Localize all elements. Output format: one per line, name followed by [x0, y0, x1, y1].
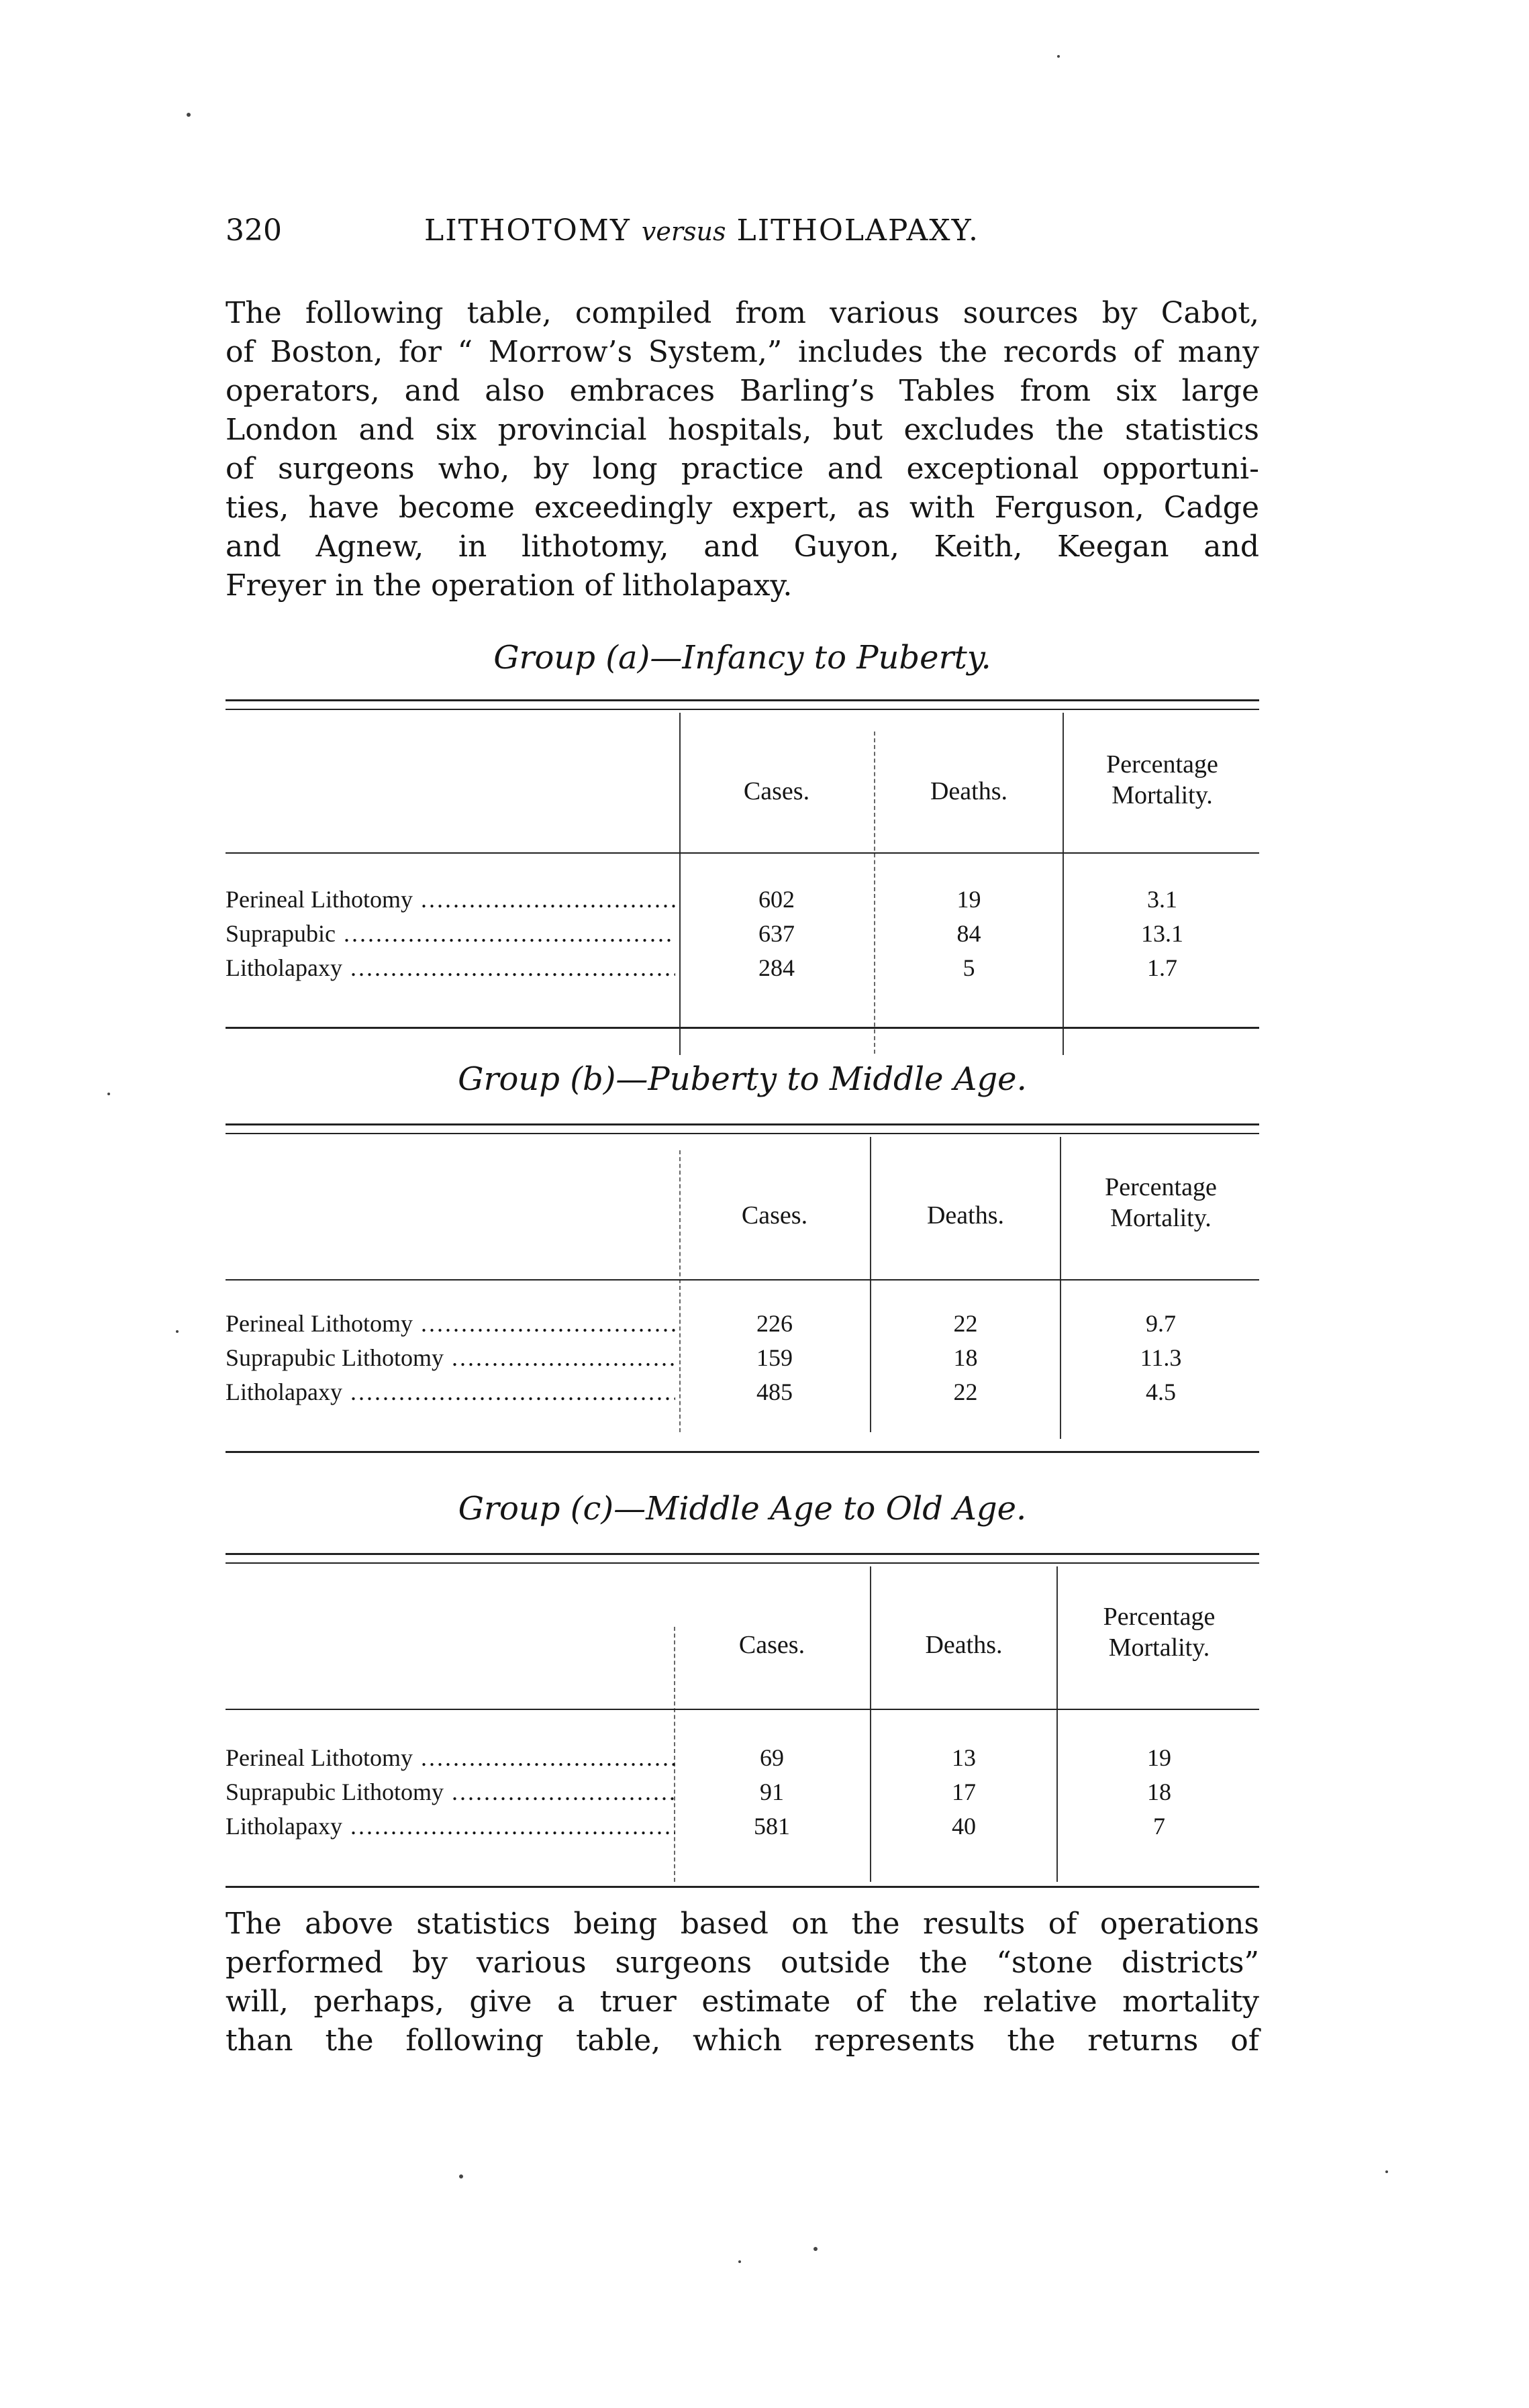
paragraph-line: London and six provincial hospitals, but excludes the statistics [226, 413, 1259, 447]
percentage-header [1065, 749, 1259, 811]
group-c-title: Group (c)—Middle Age to Old Age. [458, 1490, 1027, 1527]
scan-speck [1057, 55, 1060, 58]
scan-speck [813, 2247, 818, 2251]
table-bottom-rule [226, 1886, 1259, 1888]
percentage-value: 13.1 [1141, 920, 1183, 947]
deaths-value: 18 [953, 1344, 978, 1371]
cases-value: 637 [758, 920, 795, 947]
column-divider [679, 713, 681, 1055]
scan-speck [738, 2260, 741, 2263]
table-top-rule [226, 1553, 1259, 1564]
percentage-header-line: Percentage [1106, 750, 1218, 779]
paragraph-line: performed by various surgeons outside the “stone districts” [226, 1946, 1259, 1980]
percentage-header-line: Percentage [1105, 1173, 1217, 1201]
column-divider [874, 732, 875, 1054]
paragraph-line: The following table, compiled from various sources by Cabot, [226, 296, 1259, 330]
page-number: 320 [226, 213, 282, 248]
column-divider [870, 1137, 871, 1432]
paragraph-line: The above statistics being based on the results of operations [226, 1907, 1259, 1941]
paragraph-line: operators, and also embraces Barling’s Tables from six large [226, 374, 1259, 408]
paragraph-line: Freyer in the operation of litholapaxy. [226, 568, 793, 603]
table-bottom-rule [226, 1451, 1259, 1453]
intro-paragraph [226, 294, 1259, 605]
deaths-value: 22 [953, 1378, 978, 1405]
cases-header: Cases. [738, 1631, 805, 1659]
running-header [226, 213, 1259, 254]
group-a-table [226, 699, 1259, 1048]
running-title [424, 213, 979, 248]
deaths-value: 5 [963, 954, 975, 981]
scan-speck [459, 2174, 463, 2178]
cases-value: 485 [756, 1378, 793, 1405]
cases-header: Cases. [741, 1201, 808, 1230]
deaths-value: 22 [953, 1310, 978, 1337]
cases-value: 581 [754, 1813, 790, 1840]
group-b-title: Group (b)—Puberty to Middle Age. [458, 1060, 1027, 1098]
deaths-value: 13 [952, 1744, 976, 1771]
header-rule [226, 852, 1259, 854]
cases-value: 159 [756, 1344, 793, 1371]
row-label: Suprapubic ..... [226, 917, 675, 951]
deaths-value: 84 [956, 920, 981, 947]
scan-speck [1385, 2170, 1388, 2173]
row-label: Suprapubic Lithotomy ..... [226, 1341, 675, 1375]
scan-speck [187, 113, 191, 117]
table-top-rule [226, 1123, 1259, 1134]
percentage-header [1059, 1601, 1259, 1663]
row-label: Litholapaxy ..... [226, 1809, 675, 1844]
group-a-title: Group (a)—Infancy to Puberty. [493, 639, 991, 676]
running-title-italic: versus [641, 217, 726, 246]
column-divider [870, 1566, 871, 1882]
column-divider [679, 1150, 681, 1432]
header-rule [226, 1279, 1259, 1281]
cases-value: 69 [760, 1744, 784, 1771]
deaths-value: 19 [956, 886, 981, 913]
paragraph-line: of Boston, for “ Morrow’s System,” includes the records of many [226, 335, 1259, 369]
percentage-value: 3.1 [1147, 886, 1177, 913]
paragraph-line: ties, have become exceedingly expert, as with Ferguson, Cadge [226, 491, 1259, 525]
percentage-value: 4.5 [1146, 1378, 1176, 1405]
percentage-value: 18 [1147, 1778, 1171, 1805]
paragraph-line: will, perhaps, give a truer estimate of the relative mortality [226, 1985, 1259, 2019]
cases-value: 91 [760, 1778, 784, 1805]
deaths-value: 40 [952, 1813, 976, 1840]
row-label: Suprapubic Lithotomy ..... [226, 1775, 675, 1809]
deaths-header: Deaths. [926, 1201, 1005, 1230]
deaths-value: 17 [952, 1778, 976, 1805]
paragraph-line: of surgeons who, by long practice and exceptional opportuni- [226, 452, 1259, 486]
percentage-value: 11.3 [1140, 1344, 1182, 1371]
cases-value: 284 [758, 954, 795, 981]
header-rule [226, 1709, 1259, 1710]
group-b-table [226, 1123, 1259, 1472]
percentage-header-line: Mortality. [1112, 781, 1213, 809]
percentage-header [1063, 1172, 1259, 1234]
deaths-header: Deaths. [925, 1631, 1003, 1659]
percentage-value: 19 [1147, 1744, 1171, 1771]
scan-speck [176, 1330, 179, 1333]
percentage-value: 1.7 [1147, 954, 1177, 981]
row-label: Litholapaxy ..... [226, 951, 675, 985]
column-divider [1060, 1137, 1061, 1439]
deaths-header: Deaths. [930, 777, 1008, 805]
percentage-header-line: Mortality. [1110, 1204, 1212, 1232]
closing-paragraph [226, 1905, 1259, 2060]
row-label: Litholapaxy ..... [226, 1375, 675, 1409]
row-label: Perineal Lithotomy ..... [226, 883, 675, 917]
percentage-header-line: Mortality. [1108, 1634, 1210, 1662]
percentage-value: 7 [1153, 1813, 1165, 1840]
cases-value: 226 [756, 1310, 793, 1337]
scan-speck [107, 1093, 110, 1095]
row-label: Perineal Lithotomy ..... [226, 1307, 675, 1341]
table-top-rule [226, 699, 1259, 710]
paragraph-line: than the following table, which represents the returns of [226, 2023, 1259, 2058]
group-c-table [226, 1553, 1259, 1902]
running-title-left: LITHOTOMY [424, 213, 631, 248]
column-divider [1056, 1566, 1058, 1882]
paragraph-line: and Agnew, in lithotomy, and Guyon, Keith, Keegan and [226, 530, 1259, 564]
percentage-value: 9.7 [1146, 1310, 1176, 1337]
running-title-right: LITHOLAPAXY. [736, 213, 979, 248]
percentage-header-line: Percentage [1103, 1603, 1216, 1631]
row-label: Perineal Lithotomy ..... [226, 1741, 675, 1775]
column-divider [1063, 713, 1064, 1055]
table-bottom-rule [226, 1027, 1259, 1029]
cases-header: Cases. [743, 777, 810, 805]
cases-value: 602 [758, 886, 795, 913]
